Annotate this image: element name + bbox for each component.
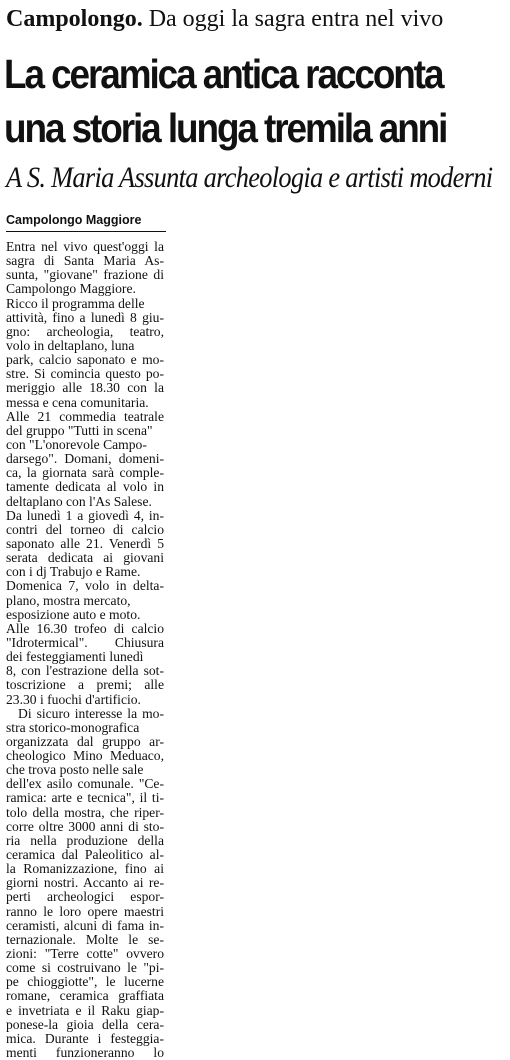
article-line: sagra di Santa Maria As- — [6, 253, 164, 269]
article-line: menti funzioneranno lo — [6, 1045, 164, 1060]
article-line: giorni nostri. Accanto ai re- — [6, 875, 164, 891]
article-line: serata dedicata ai giovani — [6, 550, 164, 566]
article-line: corre oltre 3000 anni di sto- — [6, 818, 164, 834]
article-line: Domenica 7, volo in delta- — [6, 578, 164, 594]
article-body — [6, 240, 164, 1060]
article-line: ternazionale. Molte le se- — [6, 931, 164, 947]
article-line: con "L'onorevole Campo- — [6, 436, 147, 452]
article-line: plano, mostra mercato, — [6, 592, 131, 608]
article-line: la Romanizzazione, fino ai — [6, 861, 164, 877]
article-line: 23.30 i fuochi d'artificio. — [6, 691, 141, 707]
kicker — [6, 4, 443, 34]
article-line: sunta, "giovane" frazione di — [6, 267, 164, 283]
article-line: con i dj Trabujo e Rame. — [6, 564, 141, 580]
subheadline: A S. Maria Assunta archeologia e artisti moderni — [6, 161, 493, 194]
article-line: romane, ceramica graffiata — [6, 988, 164, 1004]
article-line: esposizione auto e moto. — [6, 606, 141, 622]
article-line: organizzata dal gruppo ar- — [6, 733, 164, 749]
article-line: perti archeologici espor- — [6, 889, 164, 905]
article-line: "Idrotermical". Chiusura — [6, 634, 164, 650]
article-line: Entra nel vivo quest'oggi la — [6, 239, 164, 254]
article-line: gno: archeologia, teatro, — [6, 323, 164, 339]
article-line: ranno le loro opere maestri — [6, 903, 164, 919]
article-line: stre. Si comincia questo po- — [6, 366, 164, 382]
article-line: ca, la giornata sarà comple- — [6, 465, 164, 481]
article-line: come si costruivano le "pi- — [6, 960, 164, 976]
article-line: ramica: arte e tecnica", il ti- — [6, 790, 164, 806]
article-line: Da lunedì 1 a giovedì 4, in- — [6, 507, 164, 523]
article-line: ceramisti, alcuni di fama in- — [6, 917, 164, 933]
article-line: Alle 21 commedia teatrale — [6, 408, 164, 424]
article-line: park, calcio saponato e mo- — [6, 352, 164, 368]
article-line: toscrizione a premi; alle — [6, 677, 164, 693]
article-line: Di sicuro interesse la mo- — [18, 705, 164, 721]
article-line: pe chioggiotte", le lucerne — [6, 974, 164, 990]
article-line: Alle 16.30 trofeo di calcio — [6, 620, 164, 636]
article-line: tolo della mostra, che riper- — [6, 804, 164, 820]
article-line: ria nella produzione della — [6, 832, 164, 848]
article-line: messa e cena comunitaria. — [6, 394, 149, 410]
article-line: che trova posto nelle sale — [6, 762, 144, 778]
article-line: volo in deltaplano, luna — [6, 337, 135, 353]
article-line: mica. Durante i festeggia- — [6, 1030, 164, 1046]
article-line: dei festeggiamenti lunedì — [6, 649, 144, 665]
article-line: contri del torneo di calcio — [6, 521, 164, 537]
article-line: 8, con l'estrazione della sot- — [6, 663, 164, 679]
article-line: stra storico-monografica — [6, 719, 140, 735]
article-line: Campolongo Maggiore. — [6, 281, 136, 297]
article-line: e invetriata e il Raku giap- — [6, 1002, 164, 1018]
article-line: del gruppo "Tutti in scena" — [6, 422, 153, 438]
kicker-place: Campolongo. — [6, 6, 143, 32]
article-line: dell'ex asilo comunale. "Ce- — [6, 776, 164, 792]
kicker-text: Da oggi la sagra entra nel vivo — [148, 6, 444, 32]
article-line: attività, fino a lunedì 8 giu- — [6, 309, 164, 325]
article-line: tamente dedicata al volo in — [6, 479, 164, 495]
article-line: darsego". Domani, domeni- — [6, 451, 164, 467]
headline-line-2: una storia lunga tremila anni — [4, 105, 447, 151]
article-line: ceramica dal Paleolitico al- — [6, 847, 164, 863]
article-line: deltaplano con l'As Salese. — [6, 493, 152, 509]
headline-line-1: La ceramica antica racconta — [4, 51, 443, 97]
article-line: saponato alle 21. Venerdì 5 — [6, 535, 164, 551]
article-line: zioni: "Terre cotte" ovvero — [6, 946, 164, 962]
byline: Campolongo Maggiore — [6, 212, 166, 232]
article-line: Ricco il programma delle — [6, 295, 145, 311]
article-line: cheologico Mino Meduaco, — [6, 748, 164, 764]
article-line: ponese-la gioia della cera- — [6, 1016, 164, 1032]
article-line: meriggio alle 18.30 con la — [6, 380, 164, 396]
